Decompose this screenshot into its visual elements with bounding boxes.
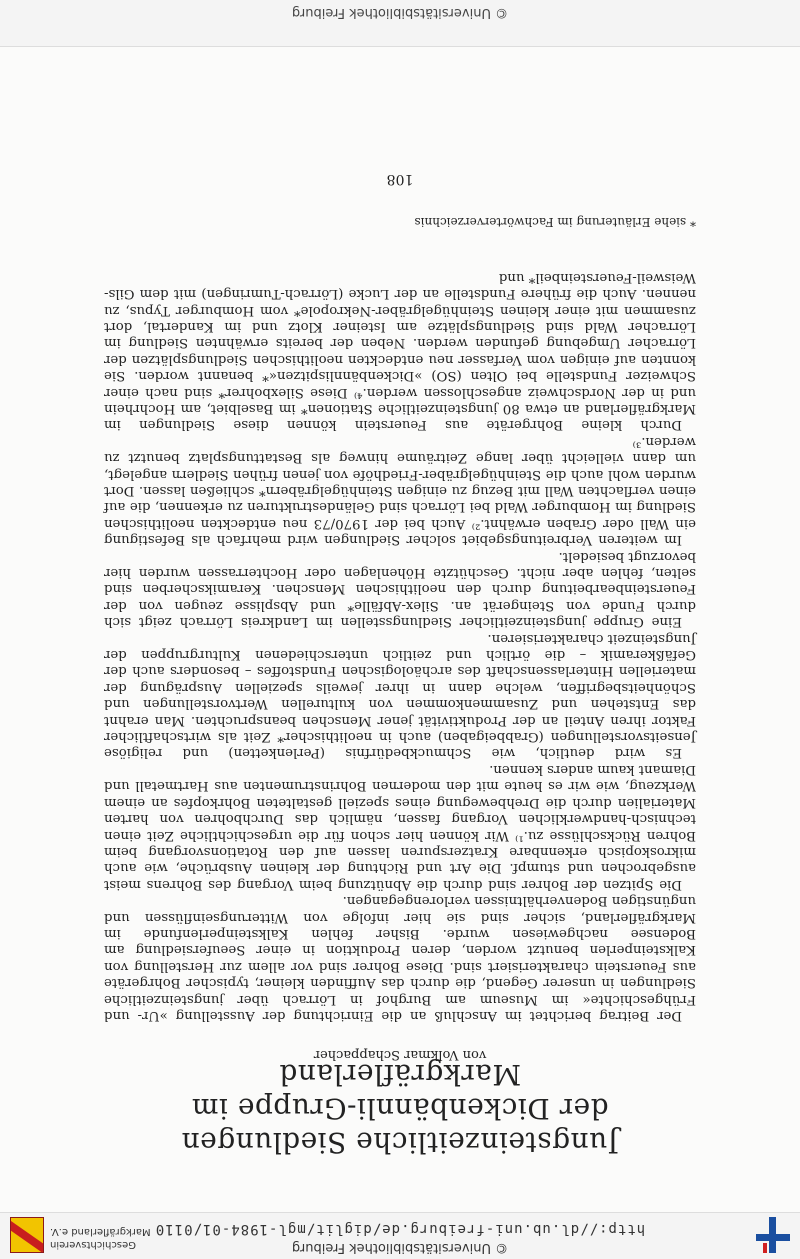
article-title-line1: Jungsteinzeitliche Siedlungen xyxy=(181,1126,619,1159)
permalink-url[interactable]: http://dl.ub.uni-freiburg.de/diglit/mgl-1984-01/0110 xyxy=(154,1221,646,1237)
page-number: 108 xyxy=(386,171,414,187)
copyright-notice: © Universitätsbibliothek Freiburg xyxy=(291,1240,509,1255)
society-name-line1: Geschichtsverein xyxy=(50,1239,136,1250)
viewer-top-bar xyxy=(0,1212,800,1259)
paragraph: Der Beitrag berichtet im Anschluß an die Einrichtung der Ausstellung »Ur- und Frühgeschichte« im Museum am Burghof in Lörrach über jungsteinzeitliche Siedlungen in unserer Gegend, die durch das Auffinden kleiner, typischer Bohrgeräte aus Feuerstein charakterisiert sind. Diese Bohrer sind vor allem zur Herstellung von Kalksteinperlen benutzt worden, deren Produktion in einer Seeufersiedlung am Bodensee nachgewiesen wurde. Bisher fehlen Kalksteinperlenfunde im Markgräflerland, sicher sind sie hier infolge von Witterungseinflüssen und ungünstigen Bodenverhältnissen verlorengegangen. xyxy=(104,893,696,1023)
society-name xyxy=(50,1225,151,1251)
society-crest-icon xyxy=(10,1217,44,1253)
society-name-line2: Markgräflerland e.V. xyxy=(50,1226,151,1237)
bottom-bar-copyright: © Universitätsbibliothek Freiburg xyxy=(291,5,509,20)
article-author: von Volkmar Schappacher xyxy=(313,1047,487,1062)
viewer-bottom-bar xyxy=(0,0,800,47)
paragraph: Eine Gruppe jungsteinzeitlicher Siedlungsstellen im Landkreis Lörrach zeigt sich durch Funde von Steingerät an. Silex-Abfälle* und Absplisse zeugen von der Feuersteinbearbeitung durch den neolithischen Menschen. Keramikscherben sind selten, fehlen aber nicht. Geschützte Höhenlagen oder Hochterrassen wurden hier bevorzugt besiedelt. xyxy=(104,548,696,630)
paragraph: Es wird deutlich, wie Schmuckbedürfnis (Perlenketten) und religiöse Jenseitsvorstellungen (Grabbeigaben) auch in neolithischer* Zeit als wirtschaftlicher Faktor ihren Anteil an der Produktivität jener Menschen beanspruchten. Man erahnt das Entstehen und Zusammenkommen von kulturellen Wertvorstellungen und Schönheitsbegriffen, welche dann in ihrer jeweils speziellen Ausprägung der materiellen Hinterlassenschaft des archäologischen Fundstoffes – besonders auch der Gefäßkeramik – die örtlich und zeitlich unterschiedenen Kulturgruppen der Jungsteinzeit charakterisieren. xyxy=(104,630,696,761)
article-body xyxy=(104,268,696,1023)
paragraph: Durch kleine Bohrgeräte aus Feuerstein können diese Siedlungen im Markgräflerland an etwa 80 jungsteinzeitliche Stationen* im Baselbiet, am Hochrhein und in der Nordschweiz angeschlossen werden.⁴⁾ Diese Silexbohrer* sind nach einer Schweizer Fundstelle bei Olten (SO) »Dickenbännlispitzen«* benannt worden. Sie konnten auf einigen vom Verfasser neu entdeckten neolithischen Siedlungsplätzen der Lörracher Umgebung gefunden werden. Neben der bereits erwähnten Siedlung im Lörracher Wald sind Siedlungsplätze am Isteiner Klotz und im Kandertal, dort zusammen mit einer kleinen Steinhügelgräber-Nekropole* vom Homburger Typus, zu nennen. Auch die frühere Fundstelle an der Lucke (Lörrach-Tumringen) mit dem Gils-Weisweil-Feuersteinbeil* und xyxy=(104,269,696,433)
article-title xyxy=(104,1057,696,1159)
article-title-line2: der Dickenbännli-Gruppe im Markgräflerland xyxy=(191,1058,609,1125)
footnote: * siehe Erläuterung im Fachwörterverzeichnis xyxy=(414,215,696,229)
paragraph: Im weiteren Verbreitungsgebiet solcher Siedlungen wird mehrfach als Befestigung ein Wall oder Graben erwähnt.²⁾ Auch bei der 1970/73 neu entdeckten neolithischen Siedlung im Homburger Wald bei Lörrach sind Geländestrukturen zu erkennen, die auf einen verflachten Wall mit Bezug zu einigen Steinhügelgräbern* schließen lassen. Dort wurden wohl auch die Steinhügelgräber-Friedhöfe von jenen frühen Siedlern angelegt, um dann vielleicht über lange Zeiträume hinweg als Bestattungsplatz benutzt zu werden.³⁾ xyxy=(104,433,696,548)
paragraph: Die Spitzen der Bohrer sind durch die Abnützung beim Vorgang des Bohrens meist ausgebrochen und stumpf. Die Art und Richtung der kleinen Ausbrüche, wie auch mikroskopisch erkennbare Kratzerspuren lassen auf den Rotationsvorgang beim Bohren Rückschlüsse zu.¹⁾ Wir können hier schon für die urgeschichtliche Zeit einen technisch-handwerklichen Vorgang fassen, nämlich das Durchbohren von harten Materialien durch die Drehbewegung eines speziell gestalteten Bohrkopfes an einem Werkzeug, wie wir es heute mit den modernen Bohrinstrumenten aus Hartmetall und Diamant kaum anders kennen. xyxy=(104,761,696,892)
